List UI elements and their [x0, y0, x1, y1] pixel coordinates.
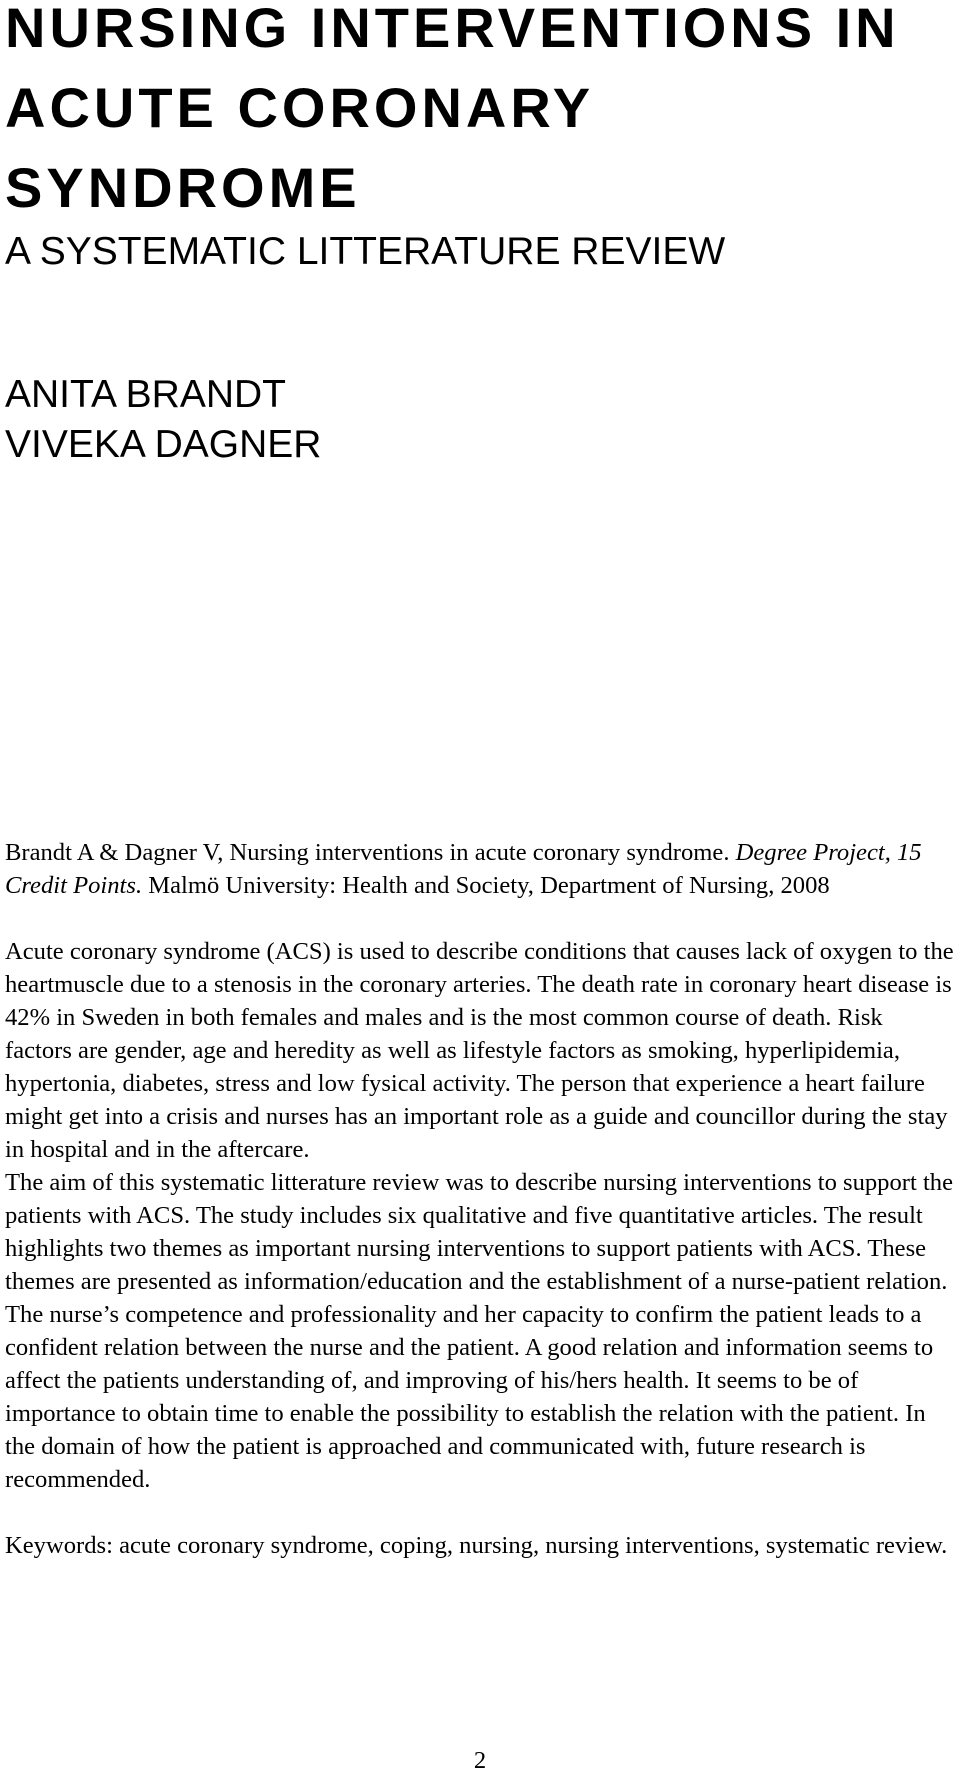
- author-name: ANITA BRANDT: [5, 373, 286, 416]
- title-line-3: SYNDROME: [5, 156, 361, 219]
- citation-text: Brandt A & Dagner V, Nursing interventions in acute coronary syndrome.: [5, 839, 736, 866]
- title-line-2: ACUTE CORONARY: [5, 76, 595, 139]
- abstract-section: [5, 836, 955, 1562]
- title-line-1: NURSING INTERVENTIONS IN: [5, 0, 900, 59]
- citation-text-end: Malmö University: Health and Society, Department of Nursing, 2008: [142, 872, 830, 899]
- subtitle: A SYSTEMATIC LITTERATURE REVIEW: [5, 230, 726, 273]
- abstract-paragraph: Acute coronary syndrome (ACS) is used to describe conditions that causes lack of oxygen to the heartmuscle due to a stenosis in the coronary arteries. The death rate in coronary heart disease is 42% in Sweden in both females and males and is the most common course of death. Risk factors are gender, age and heredity as well as lifestyle factors as smoking, hyperlipidemia, hypertonia, diabetes, stress and low fysical activity. The person that experience a heart failure might get into a crisis and nurses has an important role as a guide and councillor during the stay in hospital and in the aftercare.: [5, 938, 954, 1163]
- citation: [5, 836, 955, 902]
- abstract-paragraph: The aim of this systematic litterature review was to describe nursing interventions to support the patients with ACS. The study includes six qualitative and five quantitative articles. The result highlights two themes as important nursing interventions to support patients with ACS. These themes are presented as information/education and the establishment of a nurse-patient relation. The nurse’s competence and professionality and her capacity to confirm the patient leads to a confident relation between the nurse and the patient. A good relation and information seems to affect the patients understanding of, and improving of his/hers health. It seems to be of importance to obtain time to enable the possibility to establish the relation with the patient. In the domain of how the patient is approached and communicated with, future research is recommended.: [5, 1169, 953, 1493]
- citation-italic: Degree Project, 15 Credit Points.: [5, 839, 922, 899]
- title-block: [5, 0, 955, 280]
- keywords: Keywords: acute coronary syndrome, coping, nursing, nursing interventions, systematic review.: [5, 1532, 948, 1559]
- author-list: [5, 370, 321, 470]
- author-name: VIVEKA DAGNER: [5, 423, 322, 466]
- page-number: 2: [473, 1747, 487, 1774]
